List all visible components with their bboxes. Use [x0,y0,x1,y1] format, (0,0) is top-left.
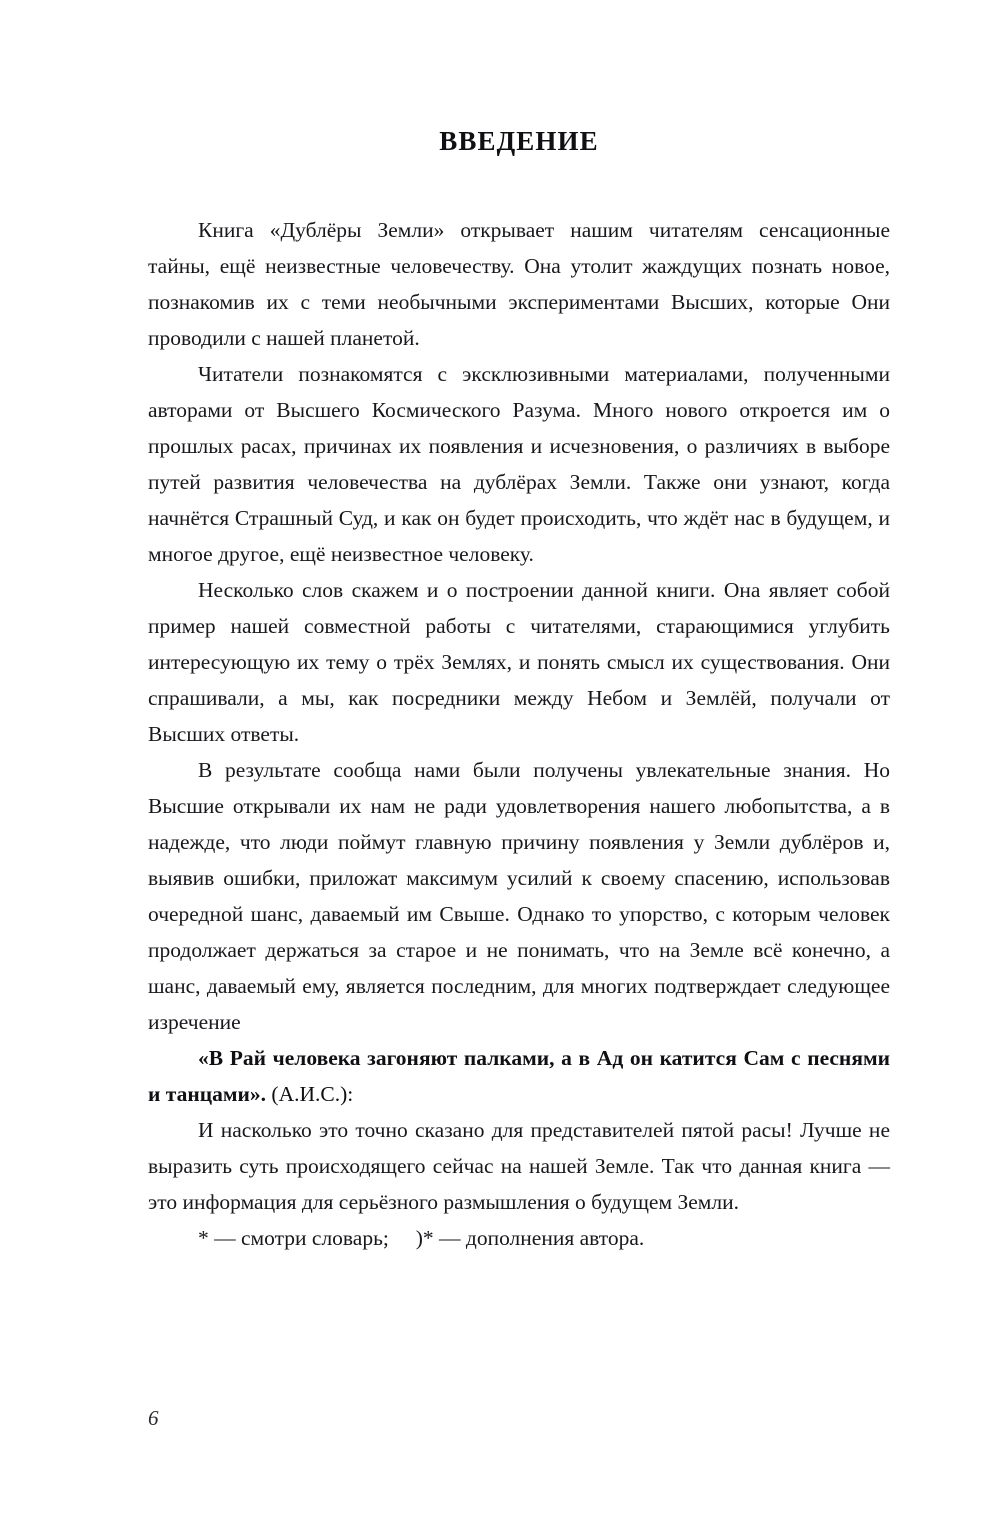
page-title: ВВЕДЕНИЕ [439,126,599,156]
body-paragraph: Книга «Дублёры Земли» открывает нашим читателям сенсационные тайны, ещё неизвестные человечеству. Она утолит жаждущих познать новое, познакомив их с теми необычными экспериментами Высших, которые Они проводили с нашей планетой. [148,218,890,350]
body-paragraph: Несколько слов скажем и о построении данной книги. Она являет собой пример нашей совместной работы с читателями, старающимися углубить интересующую их тему о трёх Землях, и понять смысл их существования. Они спрашивали, а мы, как посредники между Небом и Землёй, получали от Высших ответы. [148,578,890,746]
quote-attribution: (А.И.С.): [266,1082,354,1106]
quote-text: «В Рай человека загоняют палками, а в Ад он катится Сам с песнями и танцами». [148,1046,890,1106]
body-paragraph: И насколько это точно сказано для представителей пятой расы! Лучше не выразить суть происходящего сейчас на нашей Земле. Так что данная книга — это информация для серьёзного размышления о будущем Земли. [148,1118,890,1214]
body-paragraph: В результате сообща нами были получены увлекательные знания. Но Высшие открывали их нам не ради удовлетворения нашего любопытства, а в надежде, что люди поймут главную причину появления у Земли дублёров и, выявив ошибки, приложат максимум усилий к своему спасению, использовав очередной шанс, даваемый им Свыше. Однако то упорство, с которым человек продолжает держаться за старое и не понимать, что на Земле всё конечно, а шанс, даваемый ему, является последним, для многих подтверждает следующее изречение [148,758,890,1034]
page-number: 6 [148,1406,159,1430]
bold-quote-paragraph [148,1040,890,1112]
page-content [148,124,890,1256]
body-paragraph: Читатели познакомятся с эксклюзивными материалами, полученными авторами от Высшего Космического Разума. Много нового откроется им о прошлых расах, причинах их появления и исчезновения, о различиях в выборе путей развития человечества на дублёрах Земли. Также они узнают, когда начнётся Страшный Суд, и как он будет происходить, что ждёт нас в будущем, и многое другое, ещё неизвестное человеку. [148,362,890,566]
footnote-legend: * — смотри словарь; )* — дополнения автора. [198,1226,645,1250]
